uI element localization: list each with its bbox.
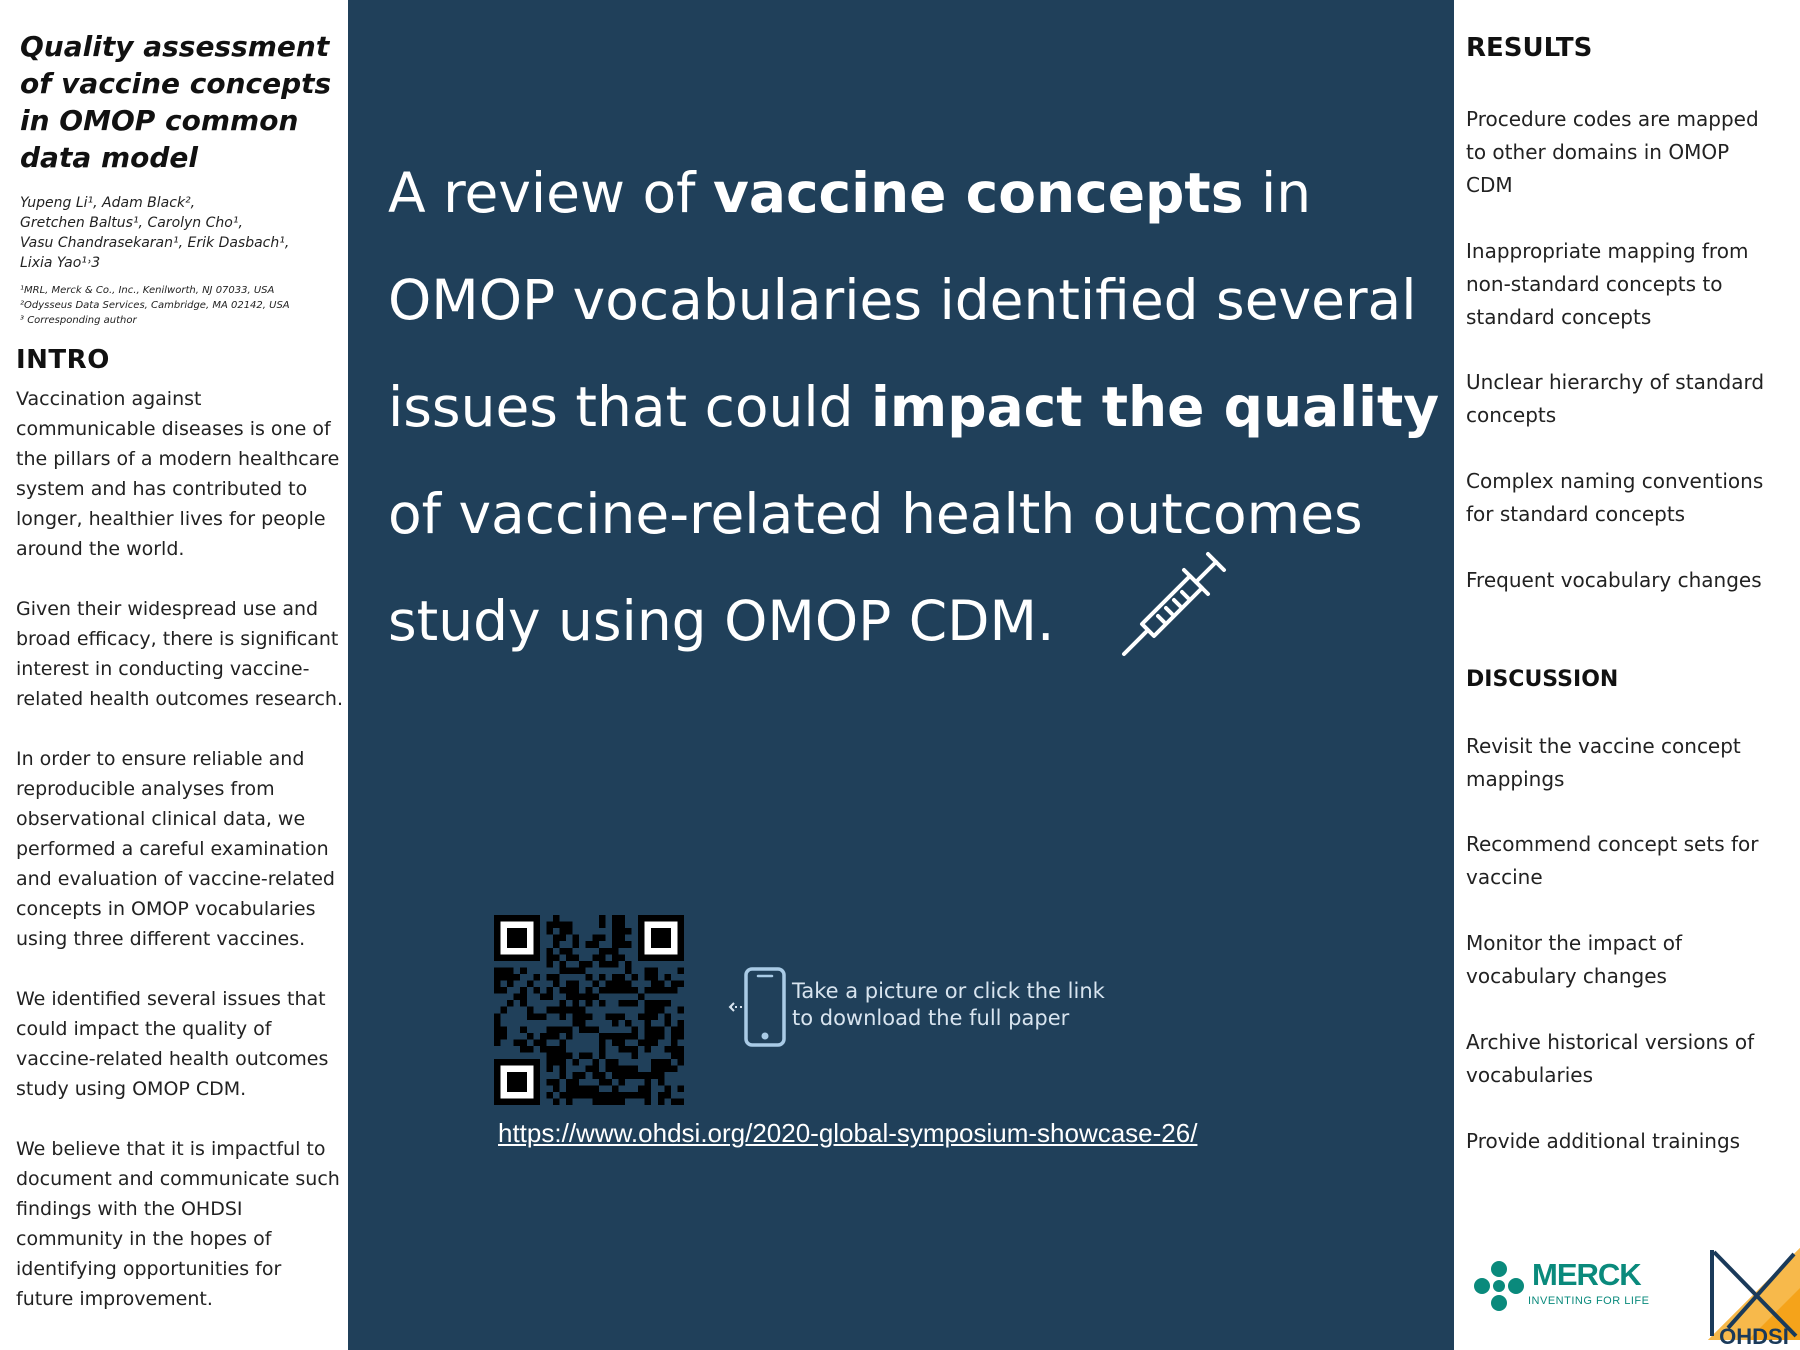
- smartphone-icon: [728, 965, 788, 1050]
- right-column: [1454, 0, 1800, 1350]
- syringe-icon: [1118, 540, 1238, 660]
- intro-heading: INTRO: [16, 345, 110, 375]
- intro-paragraph: Vaccination against communicable diseases is one of the pillars of a modern healthcare system and has contributed to longer, healthier lives for people around the world.: [16, 388, 340, 560]
- results-item: Frequent vocabulary changes: [1466, 568, 1762, 592]
- results-item: Procedure codes are mapped to other domains in OMOP CDM: [1466, 107, 1759, 197]
- left-column: [0, 0, 350, 1350]
- key-message: A review of vaccine concepts in OMOP vocabularies identified several issues that could impact the quality of vaccine-related health outcomes study using OMOP CDM.: [388, 161, 1440, 653]
- intro-body: [16, 384, 346, 1344]
- download-instruction: Take a picture or click the link to download the full paper: [792, 979, 1105, 1030]
- discussion-item: Provide additional trainings: [1466, 1129, 1741, 1153]
- intro-paragraph: We identified several issues that could impact the quality of vaccine-related health outcomes study using OMOP CDM.: [16, 988, 329, 1100]
- results-item: Complex naming conventions for standard concepts: [1466, 469, 1764, 526]
- discussion-item: Archive historical versions of vocabularies: [1466, 1030, 1755, 1087]
- ohdsi-wordmark: OHDSI: [1719, 1324, 1789, 1349]
- poster-title: Quality assessment of vaccine concepts in OMOP common data model: [20, 30, 332, 174]
- discussion-heading: DISCUSSION: [1466, 667, 1619, 692]
- discussion-item: Recommend concept sets for vaccine: [1466, 832, 1759, 889]
- intro-paragraph: Given their widespread use and broad efficacy, there is significant interest in conducting vaccine- related health outcomes research.: [16, 598, 343, 710]
- merck-emblem-icon: [1472, 1259, 1526, 1313]
- author-list: Yupeng Li¹, Adam Black², Gretchen Baltus¹, Carolyn Cho¹, Vasu Chandrasekaran¹, Erik Dasbach¹, Lixia Yao¹˒3: [20, 195, 290, 271]
- results-heading: RESULTS: [1466, 33, 1593, 63]
- results-item: Unclear hierarchy of standard concepts: [1466, 370, 1765, 427]
- discussion-item: Revisit the vaccine concept mappings: [1466, 734, 1741, 791]
- intro-paragraph: We believe that it is impactful to document and communicate such findings with the OHDSI community in the hopes of identifying opportunities for future improvement.: [16, 1138, 340, 1310]
- qr-code-image[interactable]: [494, 915, 684, 1105]
- merck-logo: MERCK INVENTING FOR LIFE: [1472, 1255, 1702, 1315]
- discussion-item: Monitor the impact of vocabulary changes: [1466, 931, 1683, 988]
- intro-paragraph: In order to ensure reliable and reproducible analyses from observational clinical data, we performed a careful examination and evaluation of vaccine-related concepts in OMOP vocabularies using three different vaccines.: [16, 748, 335, 950]
- affiliation-list: ¹MRL, Merck & Co., Inc., Kenilworth, NJ 07033, USA ²Odysseus Data Services, Cambridge, MA 02142, USA ³ Corresponding author: [20, 285, 290, 326]
- results-item: Inappropriate mapping from non-standard concepts to standard concepts: [1466, 239, 1749, 329]
- main-panel: [348, 0, 1454, 1350]
- paper-download-link[interactable]: https://www.ohdsi.org/2020-global-symposium-showcase-26/: [498, 1118, 1198, 1148]
